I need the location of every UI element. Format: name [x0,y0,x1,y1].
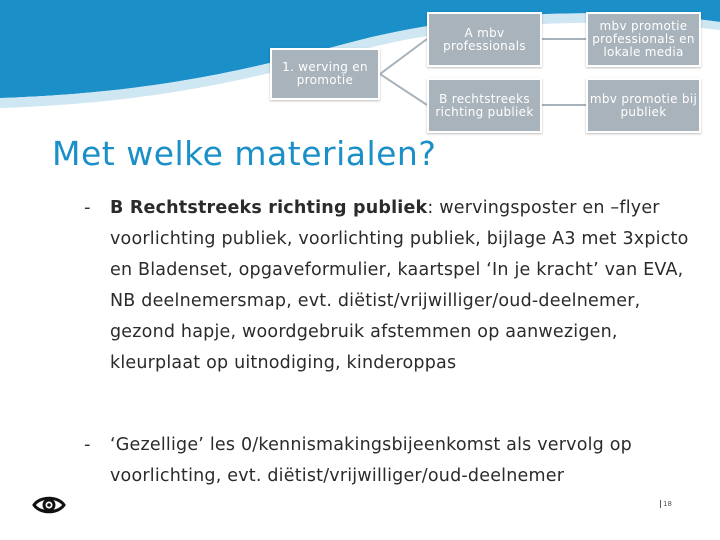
diagram-node-promotie-publiek [586,78,701,133]
bullet-marker: - [84,434,91,455]
bullet-item-gezellige-les [110,430,695,492]
bullet-text: ‘Gezellige’ les 0/kennismakingsbijeenkomst als vervolg op voorlichting, evt. diëtist/vrijwilliger/oud-deelnemer [110,435,632,486]
diagram-node-professionals [427,12,542,67]
page-number: 18 [660,500,672,508]
bullet-colon: : [427,198,434,218]
page-title: Met welke materialen? [52,134,437,173]
bullet-marker: - [84,197,91,218]
diagram-node-label: mbv promotie professionals en lokale media [592,19,695,59]
bullet-item-rechtstreeks [110,193,695,379]
diagram-node-label: 1. werving en promotie [282,60,368,87]
diagram-node-werving-promotie [270,48,380,100]
diagram-node-rechtstreeks [427,78,542,133]
diagram-node-promotie-professionals [586,12,701,67]
bullet-heading: B Rechtstreeks richting publiek [110,198,428,218]
eye-icon [32,494,66,516]
diagram-node-label: B rechtstreeks richting publiek [435,91,534,119]
diagram-node-label: mbv promotie bij publiek [589,91,698,119]
bullet-text: wervingsposter en –flyer voorlichting publiek, voorlichting publiek, bijlage A3 met 3xpicto en Bladenset, opgaveformulier, kaartspel ‘In je kracht’ van EVA, NB deelnemersmap, evt. diëtist/vrijwilliger/oud-deelnemer, gezond hapje, woordgebruik afstemmen op aanwezigen, kleurplaat op uitnodiging, kinderoppas [110,198,689,373]
diagram-node-label: A mbv professionals [443,25,526,53]
